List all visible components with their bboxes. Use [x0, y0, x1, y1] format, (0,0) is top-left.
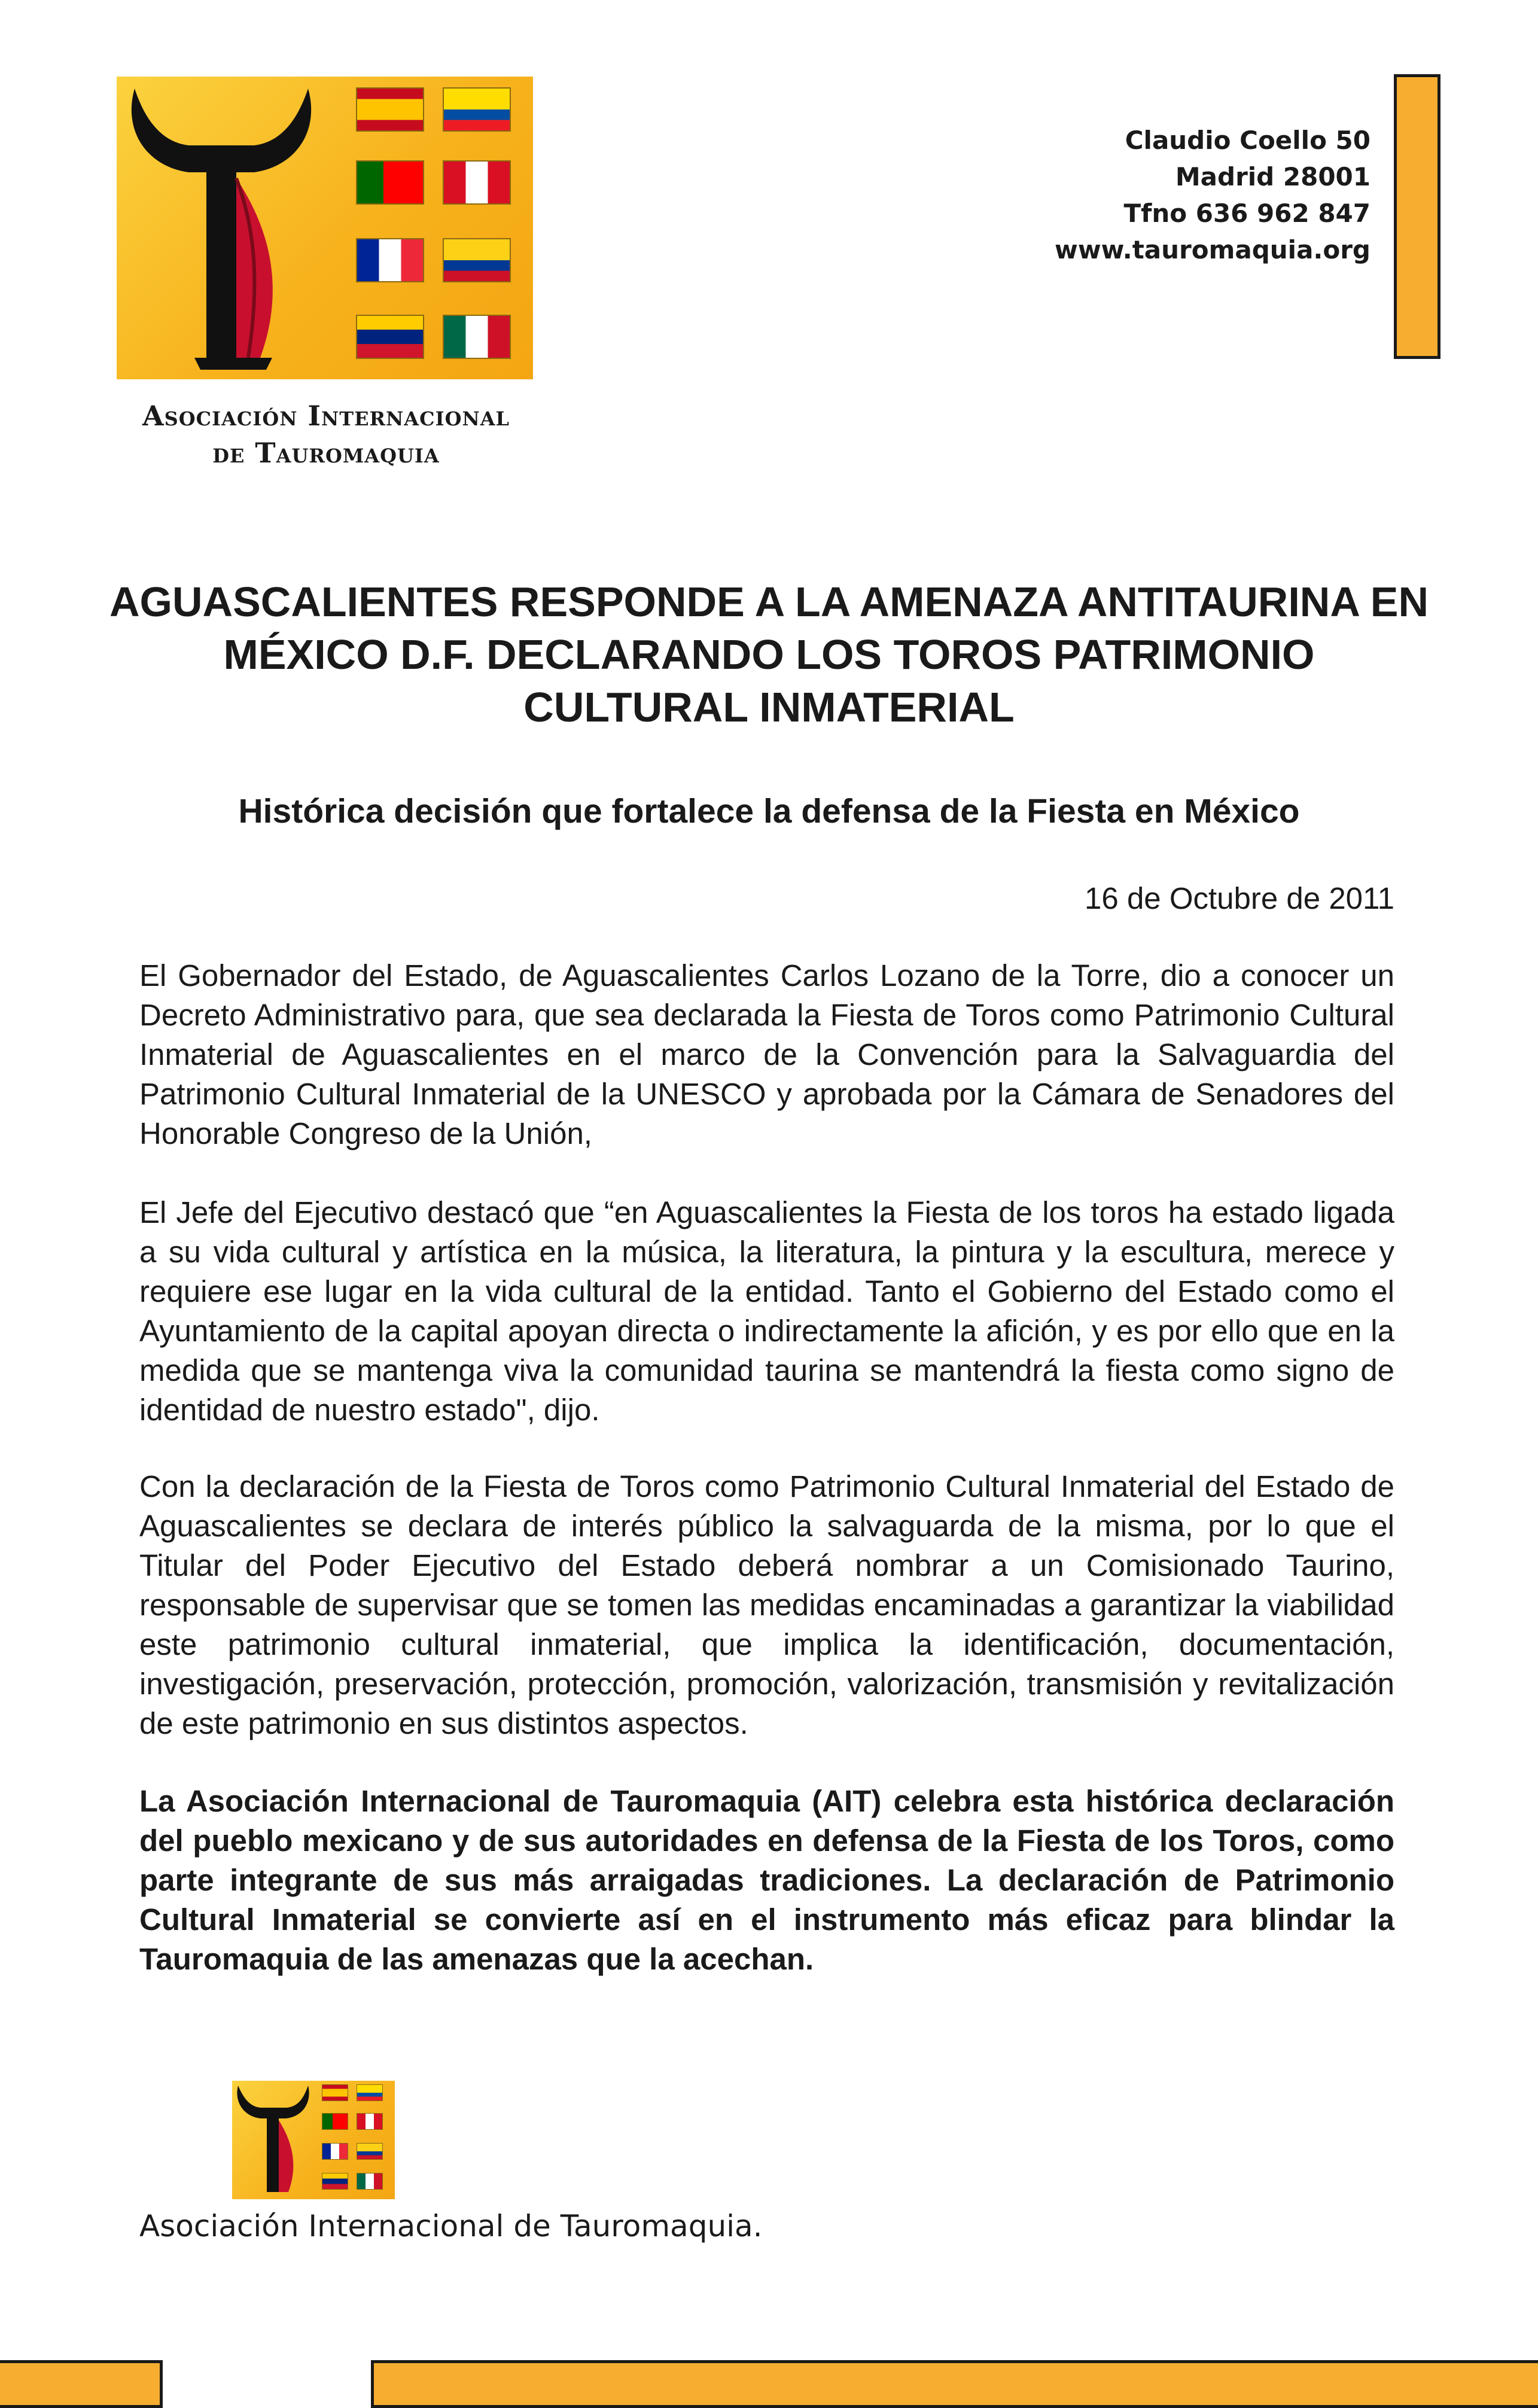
city: Madrid 28001: [1175, 162, 1371, 191]
organization-name-line: Asociación Internacional: [142, 400, 510, 432]
peru-flag-icon: [357, 2113, 383, 2130]
peru-flag-icon: [443, 160, 511, 205]
article-date: 16 de Octubre de 2011: [1085, 881, 1394, 915]
article-title: AGUASCALIENTES RESPONDE A LA AMENAZA ANTITAURINA EN MÉXICO D.F. DECLARANDO LOS TOROS PATRIMONIO CULTURAL INMATERIAL: [109, 579, 1429, 730]
body-paragraph: El Gobernador del Estado, de Aguascalientes Carlos Lozano de la Torre, dio a conocer un Decreto Administrativo para, que sea declarada la Fiesta de Toros como Patrimonio Cultural Inmaterial de Aguascalientes en el marco de la Convención para la Salvaguardia del Patrimonio Cultural Inmaterial de la UNESCO y aprobada por la Cámara de Senadores del Honorable Congreso de la Unión,: [139, 958, 1394, 1150]
organization-name: [90, 397, 562, 471]
colombia-flag-icon: [443, 238, 511, 282]
colombia-flag-icon: [357, 2143, 383, 2160]
address-block: [1055, 122, 1371, 268]
decorative-bottom-bar: [0, 2360, 163, 2408]
body-paragraph: El Jefe del Ejecutivo destacó que “en Aguascalientes la Fiesta de los toros ha estado ligada a su vida cultural y artística en la música, la literatura, la pintura y la escultura, merece y requiere ese lugar en la vida cultural de la entidad. Tanto el Gobierno del Estado como el Ayuntamiento de la capital apoyan directa o indirectamente la afición, y es por ello que en la medida que se mantenga viva la comunidad taurina se mantendrá la fiesta como signo de identidad de nuestro estado", dijo.: [139, 1195, 1394, 1427]
portugal-flag-icon: [356, 160, 424, 205]
portugal-flag-icon: [322, 2113, 348, 2130]
ecuador-flag-icon: [357, 2084, 383, 2101]
decorative-bottom-bar: [371, 2360, 1538, 2408]
france-flag-icon: [322, 2143, 348, 2160]
phone: Tfno 636 962 847: [1123, 199, 1371, 228]
organization-logo: [117, 77, 533, 379]
article-subtitle: Histórica decisión que fortalece la defensa de la Fiesta en México: [238, 792, 1300, 830]
website-link[interactable]: www.tauromaquia.org: [1055, 235, 1371, 264]
street-address: Claudio Coello 50: [1125, 126, 1371, 155]
decorative-side-bar: [1394, 74, 1440, 359]
venezuela-flag-icon: [356, 315, 424, 359]
france-flag-icon: [356, 238, 424, 282]
organization-logo-small: [232, 2081, 395, 2199]
footer-signature: Asociación Internacional de Tauromaquia.: [139, 2209, 763, 2243]
organization-name-line: de Tauromaquia: [212, 437, 440, 469]
mexico-flag-icon: [443, 315, 511, 359]
ecuador-flag-icon: [443, 87, 511, 132]
spain-flag-icon: [322, 2084, 348, 2101]
body-paragraph: Con la declaración de la Fiesta de Toros como Patrimonio Cultural Inmaterial del Estado de Aguascalientes se declara de interés público la salvaguarda de la misma, por lo que el Titular del Poder Ejecutivo del Estado deberá nombrar a un Comisionado Taurino, responsable de supervisar que se tomen las medidas encaminadas a garantizar la viabilidad este patrimonio cultural inmaterial, que implica la identificación, documentación, investigación, preservación, protección, promoción, valorización, transmisión y revitalización de este patrimonio en sus distintos aspectos.: [139, 1469, 1394, 1740]
venezuela-flag-icon: [322, 2173, 348, 2190]
spain-flag-icon: [356, 87, 424, 132]
closing-paragraph: La Asociación Internacional de Tauromaquia (AIT) celebra esta histórica declaración del pueblo mexicano y de sus autoridades en defensa de la Fiesta de los Toros, como parte integrante de sus más arraigadas tradiciones. La declaración de Patrimonio Cultural Inmaterial se convierte así en el instrumento más eficaz para blindar la Tauromaquia de las amenazas que la acechan.: [139, 1784, 1394, 1976]
mexico-flag-icon: [357, 2173, 383, 2190]
